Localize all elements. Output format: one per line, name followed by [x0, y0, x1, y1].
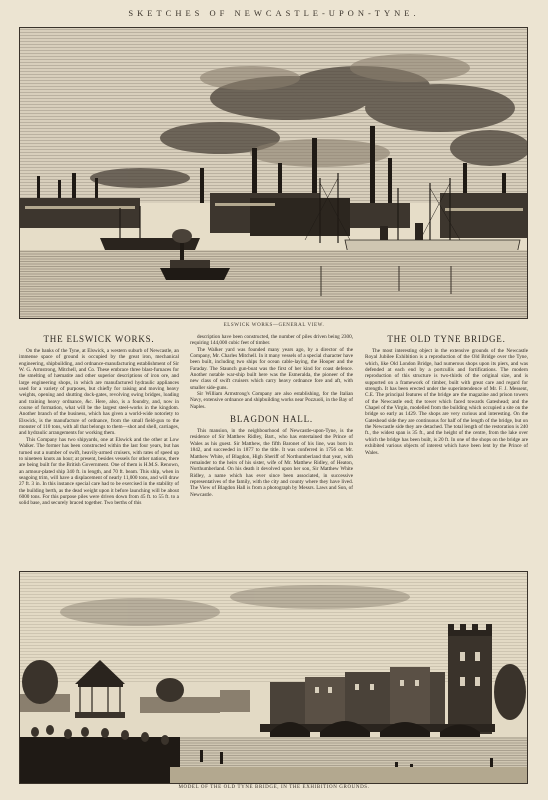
- tyne-bridge-engraving: [19, 571, 528, 784]
- blagdon-hall-heading: BLAGDON HALL.: [230, 414, 313, 425]
- top-illustration-caption: ELSWICK WORKS—GENERAL VIEW.: [223, 323, 325, 328]
- tyne-bridge-illustration: [20, 572, 527, 783]
- column-old-tyne-bridge: [365, 334, 528, 566]
- bottom-illustration-caption: MODEL OF THE OLD TYNE BRIDGE, IN THE EXHIBITION GROUNDS.: [178, 785, 370, 790]
- middle-paragraph-2: The Walker yard was founded many years ago, by a director of the Company, Mr. Charles Mitchell. In it many vessels of a special character have been built, including two ships for ocean cable-laying, the Hooper and the Faraday. The Staunch gun-boat was the first of her kind for coast defence. Another notable war-ship built here was the Esmeralda, the pioneer of the new class of swift cruisers which carry heavy ordnance fore and aft, with smaller side-guns.: [190, 346, 353, 391]
- bridge-paragraph: The most interesting object in the extensive grounds of the Newcastle Royal Jubilee Exhibition is a reproduction of the Old Bridge over the Tyne, which, like Old London Bridge, had numerous shops upon its piers, and was defended at each end by a portcullis and fortifications. The modern reproduction of this structure is two-thirds of the original size, and is supported on a framework of timber, built with great care and regard for strength. It has been erected under the superintendence of Mr. F. J. Messent, C.E. The principal features of the bridge are the magazine and prison towers of the Newcastle end; the tower which faced towards Gateshead; and the Chapel of the Virgin, modelled from the building which occupied a site on the bridge so early as 1429. The shops are very curious and interesting. On the Gateshead side they are continuous for half of the length of the bridge, but on the Newcastle side they are detached. The total length of the restoration is 240 ft., the widest span is 35 ft., and the height of the centre, from the lake over which the bridge has been built, is 20 ft. In one of the shops on the bridge are exhibited various objects of interest which have been lent by the Prince of Wales.: [365, 348, 528, 456]
- column-elswick-works: [19, 334, 179, 566]
- middle-paragraph-3: Sir William Armstrong's Company are also establishing, for the Italian Navy, extensive ordnance and shipbuilding works near Pozzuoli, in the Bay of Naples.: [190, 391, 353, 410]
- middle-paragraph-1: description have been constructed, the number of piles driven being 2300, requiring 144,000 cubic feet of timber.: [190, 334, 353, 347]
- old-tyne-bridge-heading: THE OLD TYNE BRIDGE.: [387, 334, 506, 344]
- blagdon-paragraph: This mansion, in the neighbourhood of Newcastle-upon-Tyne, is the residence of Sir Matthew Ridley, Bart., who has entertained the Prince of Wales as his guest. Sir Matthew, the fifth Baronet of his line, was born in 1842, and succeeded in 1877 to the title. It was conferred in 1756 on Mr. Matthew White, of Blagdon, High Sheriff of Northumberland that year, with remainder to the heirs of his sister, wife of Mr. Matthew Ridley, of Heaton, Northumberland. On his death it devolved upon her son, Sir Matthew White Ridley, a name which has ever since been associated, in successive representatives of the family, with the city and county where they have lived. The View of Blagdon Hall is from a photograph by Messrs. Laws and Son, of Newcastle.: [190, 428, 353, 498]
- elswick-works-engraving: [19, 27, 528, 319]
- column-middle: [190, 334, 353, 566]
- page-header: SKETCHES OF NEWCASTLE-UPON-TYNE.: [128, 8, 420, 18]
- elswick-paragraph-1: On the banks of the Tyne, at Elswick, a western suburb of Newcastle, an immense space of ground is occupied by the great iron, mechanical engineering, shipbuilding, and ordnance-manufacturing establishment of Sir W. G. Armstrong, Mitchell, and Co. These embrace three blast-furnaces for the smelting of hæmatite and other superior descriptions of iron ore, and large engineering shops, in which are manufactured hydraulic appliances used for a variety of purposes, but chiefly for raising and moving heavy weights, opening and shutting dock-gates, revolving swing bridges, loading and training heavy ordnance, &c. Here, also, is a foundry, and, now in course of formation, what will be the largest steel-works in the kingdom. Another branch of the business, which has given a world-wide notoriety to Elswick, is the manufacture of ordnance, from the small field-gun to the monster of 110 tons, with all that belongs to them—shot and shell, carriages, and hydraulic arrangements for working them.: [19, 348, 179, 437]
- elswick-works-heading: THE ELSWICK WORKS.: [43, 334, 155, 344]
- elswick-works-illustration: [20, 28, 527, 318]
- elswick-paragraph-2: This Company has two shipyards, one at Elswick and the other at Low Walker. The former has been constructed within the last four years, but has turned out a number of swift, heavily-armed cruisers, with rates of speed up to nineteen knots an hour; at present, besides vessels for other nations, there are being built for the British Government. One of them is H.M.S. Renown, an armour-plated ship 340 ft. in length, and 70 ft. beam. This ship, when in seagoing trim, will have a displacement of nearly 11,000 tons, and will draw 27 ft. 3 in. In this instance special care had to be exercised in the stability of the building berth, as the dead weight upon it before launching will be about 6000 tons. For this purpose piles were driven down from 45 ft. to 55 ft. to a solid base, and securely braced together. Two berths of this: [19, 436, 179, 507]
